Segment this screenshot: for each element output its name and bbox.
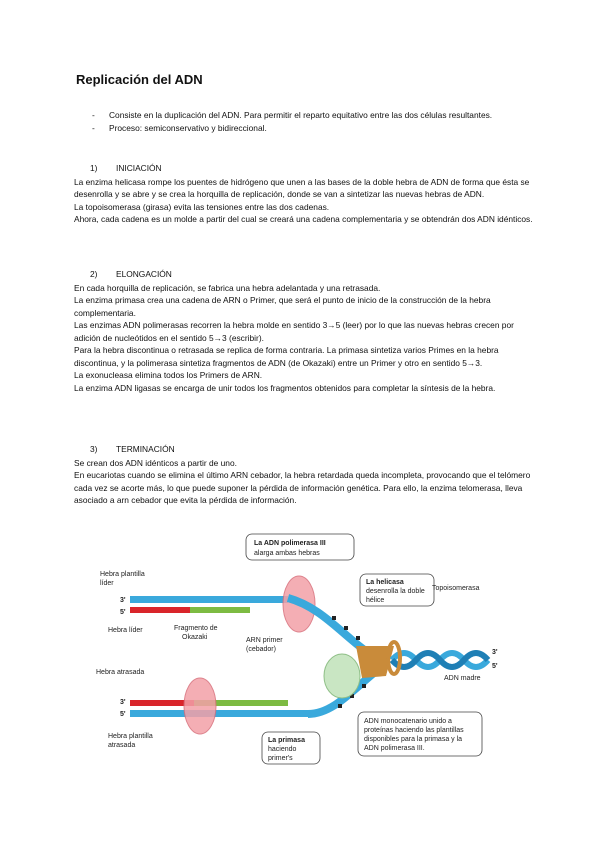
paragraph: En cada horquilla de replicación, se fabrica una hebra adelantada y una retrasada. [74, 282, 381, 293]
section-heading [74, 162, 534, 175]
bullet-text: Consiste en la duplicación del ADN. Para permitir el reparto equitativo entre las dos células resultantes. [109, 110, 493, 120]
end-5-parent: 5' [492, 663, 498, 670]
section-title: ELONGACIÓN [116, 269, 172, 279]
replication-fork-diagram [94, 528, 514, 768]
section-title: INICIACIÓN [116, 163, 162, 173]
label-topoisomerasa: Topoisomerasa [432, 585, 480, 592]
leading-strand-group [130, 576, 315, 632]
paragraph: La enzima helicasa rompe los puentes de hidrógeno que unen a las bases de la doble hebra de ADN de forma que ésta se desenrolla y se abre y se crea la horquilla de replicación, donde se van a sintetizar las nuevas hebras de ADN. [74, 176, 530, 199]
section-title: TERMINACIÓN [116, 444, 175, 454]
bullet-definition [92, 109, 532, 122]
label-hebra-atrasada: Hebra atrasada [96, 669, 145, 676]
label-adn-madre: ADN madre [444, 675, 481, 682]
label-ssb-1: ADN monocatenario unido a [364, 718, 452, 725]
label-pol3-2: alarga ambas hebras [254, 550, 320, 557]
section-number: 3) [90, 444, 98, 454]
label-okazaki-2: Okazaki [182, 634, 208, 641]
label-molde-atrasada-2: atrasada [108, 742, 136, 749]
label-ssb-3: disponibles para la primasa y la [364, 736, 463, 743]
polymerase-iii-lagging [184, 678, 216, 734]
label-molde-lider-1: Hebra plantilla [100, 571, 145, 578]
label-helicasa-2: desenrolla la doble [366, 588, 425, 595]
section-heading [74, 268, 534, 281]
primase-enzyme [324, 654, 360, 698]
end-3-leading: 3' [120, 597, 126, 604]
ssb-protein [332, 616, 336, 620]
section-elongacion [74, 268, 534, 394]
label-molde-lider-2: líder [100, 580, 114, 587]
end-3-parent: 3' [492, 649, 498, 656]
section-iniciacion [74, 162, 534, 226]
paragraph: La enzima ADN ligasas se encarga de unir todos los fragmentos obtenidos para completar la síntesis de la hebra. [74, 382, 496, 393]
paragraph: La topoisomerasa (girasa) evita las tensiones entre las dos cadenas. [74, 201, 330, 212]
ssb-protein [362, 684, 366, 688]
lagging-strand-group [130, 678, 310, 734]
label-arn-1: ARN primer [246, 637, 283, 644]
label-molde-atrasada-1: Hebra plantilla [108, 733, 153, 740]
label-arn-2: (cebador) [246, 646, 276, 653]
bullet-dash: - [92, 110, 95, 120]
label-primasa-1: La primasa [268, 737, 305, 744]
label-helicasa-3: hélice [366, 597, 385, 604]
label-ssb-2: proteínas haciendo las plantillas [364, 727, 464, 734]
paragraph: Las enzimas ADN polimerasas recorren la hebra molde en sentido 3→5 (leer) por lo que las nuevas hebras crecen por adición de nucleótidos en el sentido 5→3 (escribir). [74, 320, 514, 343]
end-5-lagging: 5' [120, 711, 126, 718]
bullet-process [92, 122, 532, 135]
end-5-leading: 5' [120, 609, 126, 616]
label-pol3-1: La ADN polimerasa III [254, 540, 326, 547]
section-terminacion [74, 443, 534, 507]
parent-dna-helix [392, 653, 488, 667]
section-number: 1) [90, 163, 98, 173]
intro-bullets [92, 109, 532, 134]
label-primasa-2: haciendo [268, 746, 297, 753]
label-okazaki-1: Fragmento de [174, 625, 218, 632]
label-hebra-lider: Hebra líder [108, 627, 143, 634]
bullet-text: Proceso: semiconservativo y bidireccional. [109, 122, 267, 133]
leading-template-strand [130, 596, 288, 603]
paragraph: Para la hebra discontinua o retrasada se replica de forma contraria. La primasa sintetiza varios Primes en la hebra discontinua, y la polimerasa sintetiza fragmentos de ADN (de Okazaki) entre un Primer y otro en sentido 5→3. [74, 345, 499, 368]
leading-primer-segment [130, 607, 190, 613]
paragraph: Ahora, cada cadena es un molde a partir del cual se creará una cadena complementaria y se obtendrán dos ADN idénticos. [74, 214, 533, 224]
label-ssb-4: ADN polimerasa III. [364, 745, 425, 752]
paragraph: La exonucleasa elimina todos los Primers de ARN. [74, 370, 263, 380]
ssb-protein [344, 626, 348, 630]
paragraph: Se crean dos ADN idénticos a partir de uno. [74, 457, 237, 468]
section-heading [74, 443, 534, 456]
ssb-protein [356, 636, 360, 640]
ssb-protein [338, 704, 342, 708]
lagging-template-strand [130, 710, 310, 717]
replication-fork-figure [94, 528, 514, 768]
page-title: Replicación del ADN [76, 72, 203, 87]
paragraph: La enzima primasa crea una cadena de ARN o Primer, que será el punto de inicio de la construcción de la hebra complementaria. [74, 295, 491, 318]
label-helicasa-1: La helicasa [366, 579, 404, 586]
paragraph: En eucariotas cuando se elimina el último ARN cebador, la hebra retardada queda incompleta, provocando que el telómero cada vez se acorte más, lo que puede suponer la pérdida de información genética. Para ello, la enzima telomerasa, lleva asociado a arn cebador que evita la pérdida de información. [74, 470, 531, 505]
end-3-lagging: 3' [120, 699, 126, 706]
bullet-dash: - [92, 122, 95, 133]
label-primasa-3: primer's [268, 755, 293, 762]
section-number: 2) [90, 269, 98, 279]
